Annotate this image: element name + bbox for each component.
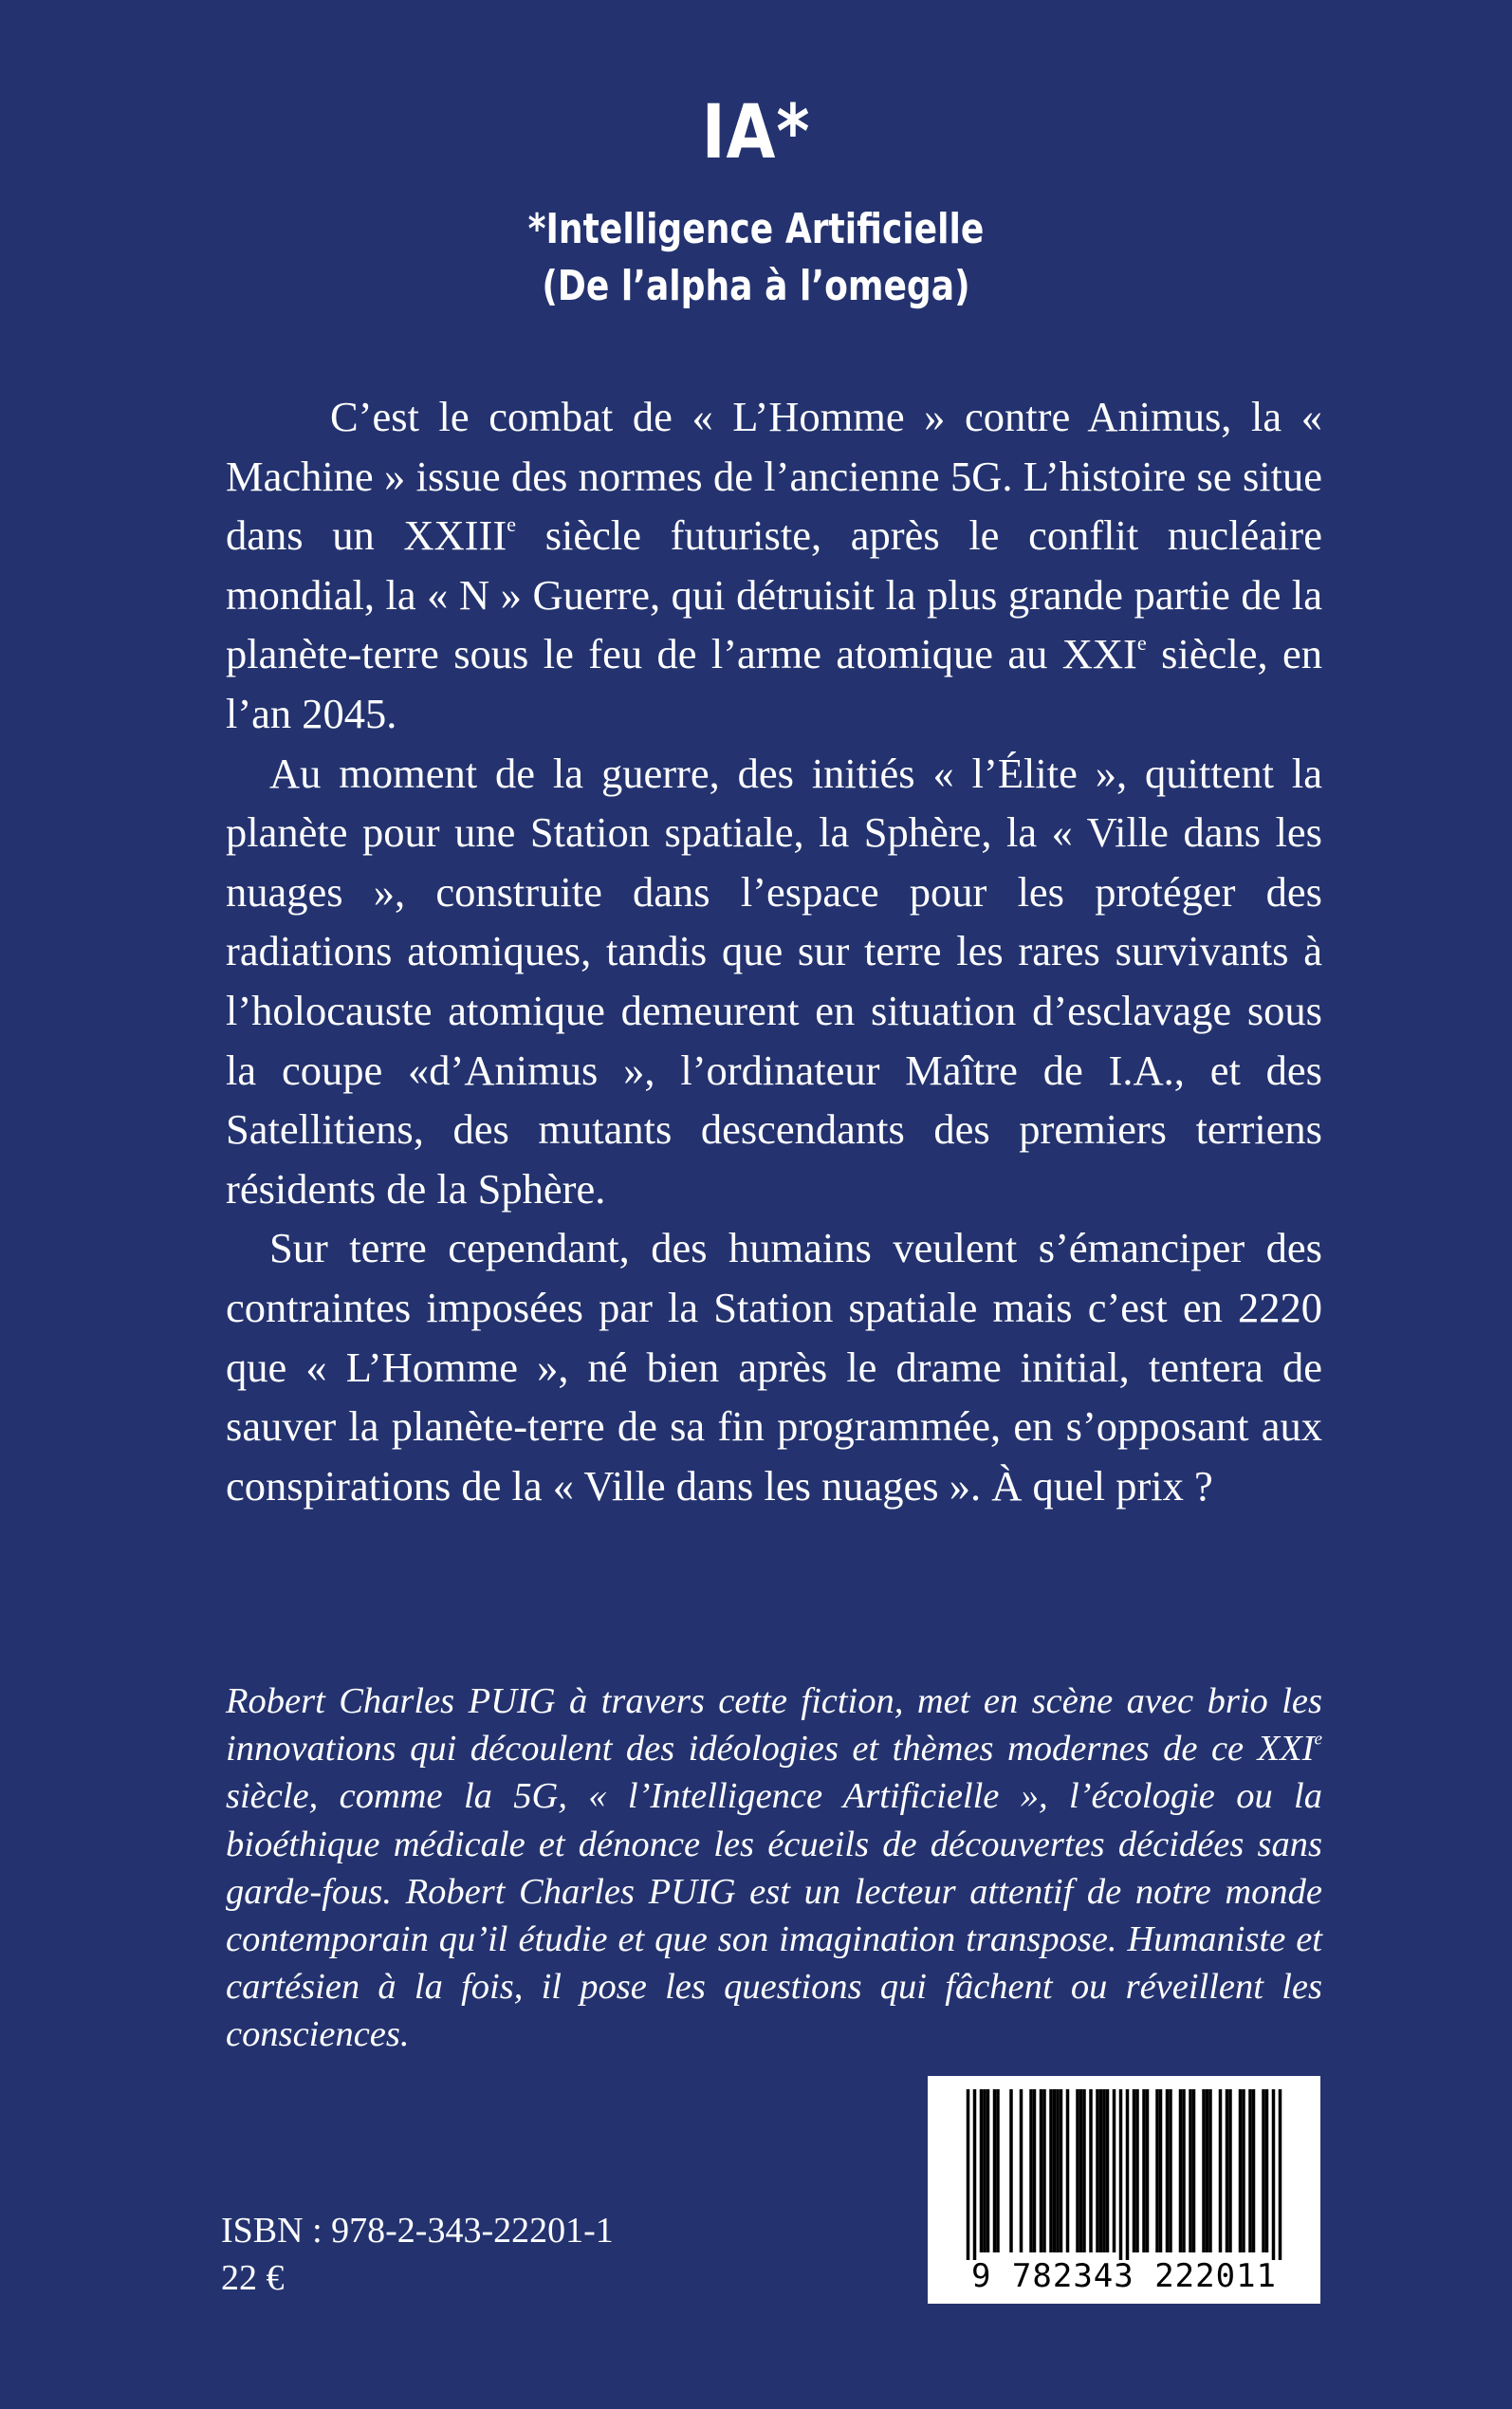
price: 22 € bbox=[221, 2258, 285, 2298]
barcode-bar bbox=[1099, 2089, 1103, 2252]
barcode-bar bbox=[993, 2089, 997, 2252]
barcode-bar bbox=[1219, 2089, 1223, 2252]
barcode-bar bbox=[986, 2089, 990, 2252]
barcode-bar bbox=[1262, 2089, 1265, 2252]
synopsis bbox=[226, 387, 1322, 1515]
barcode-bar bbox=[1102, 2089, 1106, 2252]
isbn-number: ISBN : 978-2-343-22201-1 bbox=[221, 2211, 614, 2251]
barcode-bar bbox=[1060, 2089, 1063, 2252]
barcode-bar bbox=[1208, 2089, 1212, 2252]
barcode-bar bbox=[1009, 2089, 1013, 2252]
barcode-bar bbox=[1082, 2089, 1086, 2252]
barcode-bar bbox=[1135, 2089, 1139, 2252]
barcode bbox=[928, 2076, 1320, 2304]
subtitle-line-1: *Intelligence Artificielle bbox=[527, 205, 985, 253]
barcode-bar bbox=[1020, 2089, 1023, 2252]
barcode-bar bbox=[1192, 2089, 1196, 2252]
barcode-bar bbox=[1133, 2089, 1136, 2252]
barcode-bar bbox=[1242, 2089, 1245, 2252]
barcode-bar bbox=[1053, 2089, 1057, 2252]
barcode-bar bbox=[1033, 2089, 1037, 2252]
barcode-bar bbox=[1228, 2089, 1232, 2252]
author-blurb bbox=[226, 1677, 1322, 2059]
barcode-bar bbox=[1146, 2089, 1150, 2252]
barcode-bar bbox=[1182, 2089, 1186, 2252]
superscript-e: e bbox=[1314, 1729, 1322, 1750]
barcode-bar bbox=[1113, 2089, 1116, 2252]
barcode-bar bbox=[1166, 2089, 1170, 2252]
book-subtitle bbox=[136, 201, 1375, 315]
barcode-guard-bar bbox=[1119, 2089, 1123, 2260]
barcode-bar bbox=[1049, 2089, 1053, 2252]
barcode-bar bbox=[1096, 2089, 1099, 2252]
author-blurb-paragraph: Robert Charles PUIG à travers cette fiction, met en scène avec brio les innovations qui découlent des idéologies et thèmes modernes de ce XXIe siècle, comme la 5G, « l’Intelligence Artificielle », l’écologie ou la bioéthique médicale et dénonce les écueils de découvertes décidées sans garde-fous. Robert Charles PUIG est un lecteur attentif de notre monde contemporain qu’il étudie et que son imagination transpose. Humaniste et cartésien à la fois, il pose les questions qui fâchent ou réveillent les consciences. bbox=[226, 1681, 1322, 2055]
barcode-bar bbox=[1202, 2089, 1206, 2252]
barcode-bar bbox=[1155, 2089, 1159, 2252]
barcode-bar bbox=[1029, 2089, 1033, 2252]
barcode-guard-bar bbox=[1126, 2089, 1130, 2260]
barcode-bar bbox=[983, 2089, 986, 2252]
barcode-bar bbox=[980, 2089, 984, 2252]
synopsis-paragraph-2: Au moment de la guerre, des initiés « l’Élite », quittent la planète pour une Station spatiale, la Sphère, la « Ville dans les nuages », construite dans l’espace pour les protéger des radiations atomiques, tandis que sur terre les rares survivants à l’holocauste atomique demeurent en situation d’esclavage sous la coupe «d’Animus », l’ordinateur Maître de I.A., et des Satellitiens, des mutants descendants des premiers terriens résidents de la Sphère. bbox=[226, 749, 1322, 1213]
publication-info bbox=[221, 2207, 614, 2302]
barcode-bar bbox=[1066, 2089, 1070, 2252]
barcode-guard-bar bbox=[1279, 2089, 1282, 2260]
barcode-bar bbox=[1239, 2089, 1243, 2252]
barcode-guard-bar bbox=[967, 2089, 970, 2260]
barcode-bars bbox=[928, 2076, 1320, 2266]
subtitle-line-2: (De l’alpha à l’omega) bbox=[542, 262, 970, 310]
barcode-bar bbox=[1042, 2089, 1046, 2252]
barcode-guard-bar bbox=[1272, 2089, 1276, 2260]
barcode-bar bbox=[1252, 2089, 1256, 2252]
barcode-bar bbox=[1179, 2089, 1183, 2252]
barcode-bar bbox=[1189, 2089, 1192, 2252]
barcode-digits: 9 782343 222011 bbox=[970, 2257, 1278, 2295]
barcode-bar bbox=[1206, 2089, 1209, 2252]
barcode-bar bbox=[1076, 2089, 1079, 2252]
barcode-bar bbox=[1142, 2089, 1146, 2252]
barcode-bar bbox=[1226, 2089, 1229, 2252]
barcode-bar bbox=[1248, 2089, 1252, 2252]
superscript-e: e bbox=[1136, 631, 1147, 656]
barcode-bar bbox=[1106, 2089, 1110, 2252]
barcode-guard-bar bbox=[973, 2089, 977, 2260]
barcode-bar bbox=[1089, 2089, 1093, 2252]
barcode-bar bbox=[996, 2089, 1000, 2252]
superscript-e: e bbox=[507, 512, 517, 537]
barcode-bar bbox=[1079, 2089, 1083, 2252]
synopsis-paragraph-3: Sur terre cependant, des humains veulent s’émanciper des contraintes imposées par la Station spatiale mais c’est en 2220 que « L’Homme », né bien après le drame initial, tentera de sauver la planète-terre de sa fin programmée, en s’opposant aux conspirations de la « Ville dans les nuages ». À quel prix ? bbox=[226, 1224, 1322, 1510]
barcode-bar bbox=[1040, 2089, 1043, 2252]
barcode-bar bbox=[1159, 2089, 1163, 2252]
book-title: IA* bbox=[701, 90, 811, 176]
barcode-bar bbox=[1169, 2089, 1172, 2252]
barcode-bar bbox=[1265, 2089, 1269, 2252]
barcode-bar bbox=[1056, 2089, 1060, 2252]
synopsis-paragraph-1: C’est le combat de « L’Homme » contre Animus, la « Machine » issue des normes de l’ancienne 5G. L’histoire se situe dans un XXIIIe siècle futuriste, après le conflit nucléaire mondial, la « N » Guerre, qui détruisit la plus grande partie de la planète-terre sous le feu de l’arme atomique au XXIe siècle, en l’an 2045. bbox=[226, 393, 1322, 737]
